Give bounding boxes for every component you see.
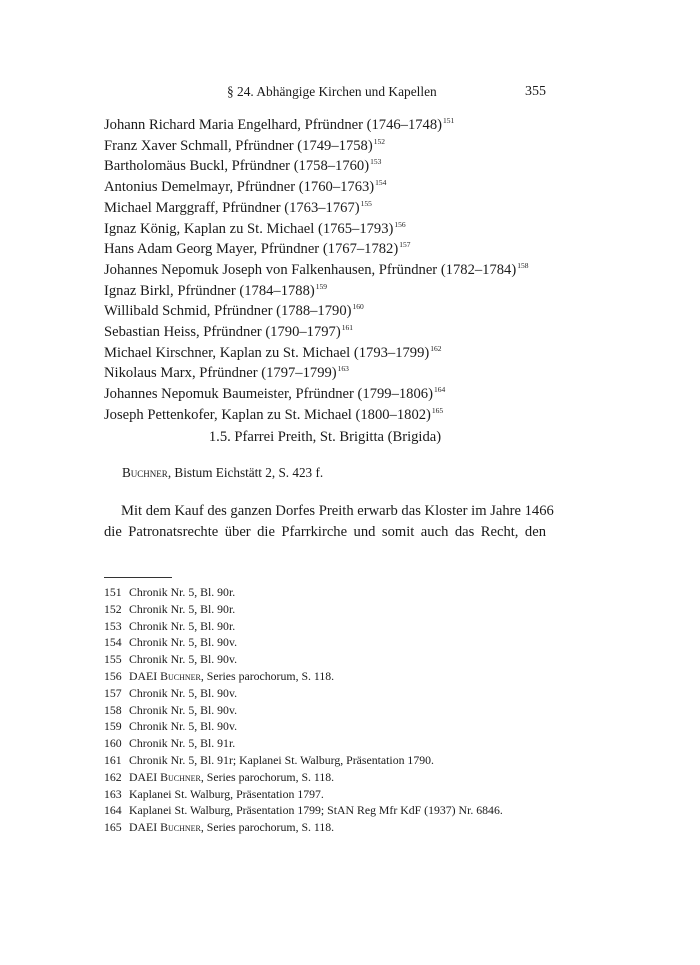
footnote-text-rest: , Series parochorum, S. 118. — [200, 820, 335, 835]
footnote — [104, 584, 574, 601]
person-entry — [104, 302, 564, 323]
person-text: Sebastian Heiss, Pfründner (1790–1797) — [104, 324, 341, 341]
footnote-number: 152 — [104, 601, 122, 616]
running-title: § 24. Abhängige Kirchen und Kapellen — [227, 84, 437, 99]
footnote-ref: 157 — [399, 240, 411, 250]
person-text: Michael Marggraff, Pfründner (1763–1767) — [104, 199, 360, 216]
footnote — [104, 786, 574, 803]
footnote-text: Kaplanei St. Walburg, Präsentation 1799; StAN Reg Mfr KdF (1937) Nr. 6846. — [129, 803, 503, 818]
person-entry — [104, 137, 564, 158]
footnote-text: Chronik Nr. 5, Bl. 91r; Kaplanei St. Walburg, Präsentation 1790. — [129, 752, 434, 767]
footnote-text-rest: , Series parochorum, S. 118. — [200, 668, 335, 683]
person-text: Joseph Pettenkofer, Kaplan zu St. Michael (1800–1802) — [104, 406, 431, 423]
footnote — [104, 651, 574, 668]
footnote-ref: 152 — [373, 136, 385, 146]
footnote — [104, 634, 574, 651]
paragraph-line: die Patronatsrechte über die Pfarrkirche und somit auch das Recht, den — [104, 524, 546, 540]
footnote-author: Buchner — [160, 668, 201, 683]
bibliography-author: Buchner — [122, 465, 168, 480]
footnote-text-rest: , Series parochorum, S. 118. — [200, 769, 335, 784]
footnote — [104, 769, 574, 786]
footnote — [104, 702, 574, 719]
footnote-ref: 165 — [431, 405, 444, 415]
footnote-text: Chronik Nr. 5, Bl. 90r. — [129, 618, 236, 633]
footnote — [104, 685, 574, 702]
person-text: Ignaz König, Kaplan zu St. Michael (1765–1793) — [104, 220, 394, 237]
footnote-text: Chronik Nr. 5, Bl. 91r. — [129, 736, 236, 751]
person-text: Franz Xaver Schmall, Pfründner (1749–1758) — [104, 137, 373, 154]
footnote-number: 156 — [104, 668, 122, 683]
person-entry — [104, 240, 564, 261]
footnote-text: Chronik Nr. 5, Bl. 90v. — [129, 719, 238, 734]
person-text: Hans Adam Georg Mayer, Pfründner (1767–1782) — [104, 241, 399, 258]
footnote-ref: 153 — [370, 157, 382, 167]
body-paragraph — [104, 501, 554, 543]
footnote-number: 165 — [104, 820, 122, 835]
person-entry — [104, 178, 564, 199]
person-list — [104, 116, 564, 427]
footnote-text: Chronik Nr. 5, Bl. 90v. — [129, 652, 238, 667]
footnote-number: 158 — [104, 702, 122, 717]
person-text: Ignaz Birkl, Pfründner (1784–1788) — [104, 282, 315, 299]
footnote-ref: 156 — [394, 219, 406, 229]
page-header — [104, 84, 546, 104]
person-entry — [104, 323, 564, 344]
footnote-number: 160 — [104, 736, 122, 751]
footnote — [104, 618, 574, 635]
footnote-author: Buchner — [160, 820, 201, 835]
footnote-number: 162 — [104, 769, 122, 784]
footnote — [104, 718, 574, 735]
footnote-number: 161 — [104, 752, 122, 767]
person-text: Nikolaus Marx, Pfründner (1797–1799) — [104, 365, 337, 382]
person-text: Johann Richard Maria Engelhard, Pfründner (1746–1748) — [104, 117, 443, 133]
footnote-ref: 160 — [352, 302, 364, 312]
footnote-number: 164 — [104, 803, 122, 818]
person-entry — [104, 364, 564, 385]
footnote-text: Chronik Nr. 5, Bl. 90v. — [129, 685, 238, 700]
footnote — [104, 735, 574, 752]
footnote-text: Kaplanei St. Walburg, Präsentation 1797. — [129, 786, 324, 801]
person-entry — [104, 199, 564, 220]
footnote — [104, 601, 574, 618]
footnote-text: DAEI — [129, 820, 161, 835]
footnote-ref: 162 — [430, 343, 442, 353]
footnote-divider — [104, 577, 172, 578]
footnote-ref: 163 — [337, 364, 349, 374]
footnote-author: Buchner — [160, 769, 201, 784]
footnote — [104, 819, 574, 836]
footnote-ref: 159 — [315, 281, 328, 291]
footnote — [104, 802, 574, 819]
bibliography-line — [122, 465, 323, 481]
person-entry — [104, 220, 564, 241]
person-entry — [104, 344, 564, 365]
person-entry — [104, 282, 564, 303]
footnote-number: 155 — [104, 652, 122, 667]
person-text: Bartholomäus Buckl, Pfründner (1758–1760) — [104, 158, 370, 175]
footnote — [104, 752, 574, 769]
footnote-number: 154 — [104, 635, 122, 650]
footnote-number: 163 — [104, 786, 122, 801]
person-entry — [104, 385, 564, 406]
footnote-ref: 164 — [433, 385, 446, 395]
bibliography-reference: , Bistum Eichstätt 2, S. 423 f. — [167, 465, 324, 480]
footnote-ref: 155 — [360, 198, 372, 208]
footnote — [104, 668, 574, 685]
person-text: Johannes Nepomuk Joseph von Falkenhausen, Pfründner (1782–1784) — [104, 261, 517, 278]
section-heading: 1.5. Pfarrei Preith, St. Brigitta (Brigida) — [208, 429, 442, 445]
footnote-text: Chronik Nr. 5, Bl. 90r. — [129, 601, 236, 616]
footnote-ref: 151 — [443, 116, 455, 125]
person-entry — [104, 157, 564, 178]
person-text: Willibald Schmid, Pfründner (1788–1790) — [104, 303, 352, 320]
footnote-text: Chronik Nr. 5, Bl. 90v. — [129, 635, 238, 650]
footnote-ref: 154 — [375, 178, 387, 188]
footnote-text: DAEI — [129, 668, 161, 683]
page-number: 355 — [525, 84, 546, 99]
footnote-number: 157 — [104, 685, 122, 700]
paragraph-line: Mit dem Kauf des ganzen Dorfes Preith erwarb das Kloster im Jahre 1466 — [121, 503, 554, 519]
person-text: Michael Kirschner, Kaplan zu St. Michael (1793–1799) — [104, 344, 430, 361]
footnote-number: 153 — [104, 618, 122, 633]
person-entry — [104, 406, 564, 427]
person-entry — [104, 261, 564, 282]
footnote-number: 159 — [104, 719, 122, 734]
footnote-text: Chronik Nr. 5, Bl. 90r. — [129, 585, 236, 599]
footnote-number: 151 — [104, 585, 122, 599]
footnote-text: DAEI — [129, 769, 161, 784]
footnote-ref: 161 — [341, 323, 353, 333]
person-entry — [104, 116, 564, 137]
footnote-list — [104, 584, 574, 836]
person-text: Johannes Nepomuk Baumeister, Pfründner (1799–1806) — [104, 386, 433, 403]
footnote-text: Chronik Nr. 5, Bl. 90v. — [129, 702, 238, 717]
footnote-ref: 158 — [517, 260, 529, 270]
person-text: Antonius Demelmayr, Pfründner (1760–1763) — [104, 179, 375, 196]
